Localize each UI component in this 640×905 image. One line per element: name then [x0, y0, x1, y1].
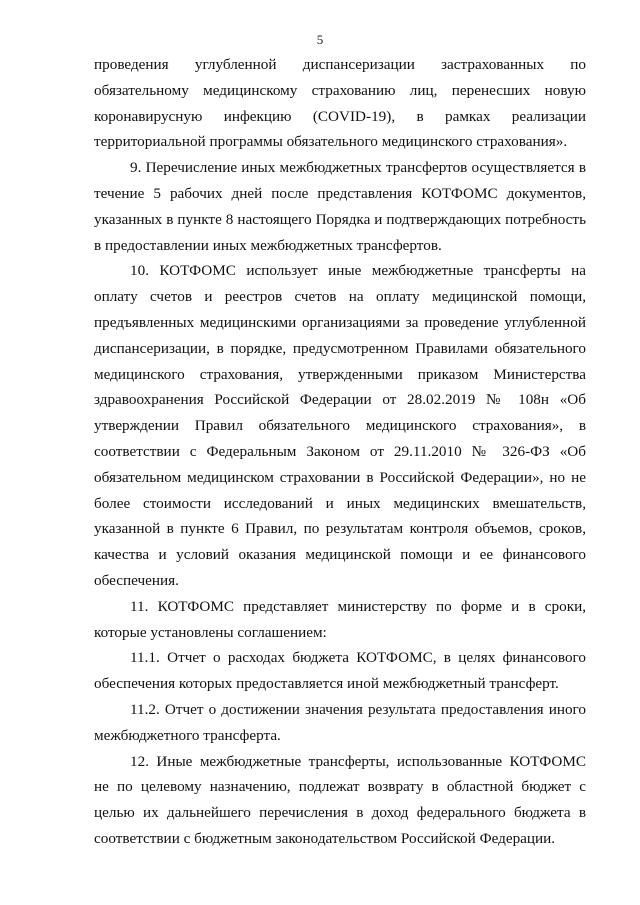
paragraph-item-11: 11. КОТФОМС представляет министерству по форме и в сроки, которые установлены соглашением:	[94, 597, 586, 641]
paragraph-item-11-1: 11.1. Отчет о расходах бюджета КОТФОМС, в целях финансового обеспечения которых предоставляется иной межбюджетный трансферт.	[94, 649, 586, 693]
paragraph-item-9: 9. Перечисление иных межбюджетных трансфертов осуществляется в течение 5 рабочих дней после представления КОТФОМС документов, указанных в пункте 8 настоящего Порядка и подтверждающих потребность в предоставлении иных межбюджетных трансфертов.	[94, 159, 586, 254]
paragraph-continuation: проведения углубленной диспансеризации застрахованных по обязательному медицинскому страхованию лиц, перенесших новую коронавирусную инфекцию (COVID-19), в рамках реализации территориальной программы обязательного медицинского страхования».	[94, 56, 586, 151]
paragraph-item-11-2: 11.2. Отчет о достижении значения результата предоставления иного межбюджетного трансферта.	[94, 700, 586, 744]
paragraph-item-10: 10. КОТФОМС использует иные межбюджетные трансферты на оплату счетов и реестров счетов на оплату медицинской помощи, предъявленных медицинскими организациями за проведение углубленной диспансеризации, в порядке, предусмотренном Правилами обязательного медицинского страхования, утвержденными приказом Министерства здравоохранения Российской Федерации от 28.02.2019 № 108н «Об утверждении Правил обязательного медицинского страхования», в соответствии с Федеральным Законом от 29.11.2010 № 326-ФЗ «Об обязательном медицинском страховании в Российской Федерации», но не более стоимости исследований и иных медицинских вмешательств, указанной в пункте 6 Правил, по результатам контроля объемов, сроков, качества и условий оказания медицинской помощи и ее финансового обеспечения.	[94, 262, 586, 589]
page-number: 5	[316, 32, 324, 47]
paragraph-item-12: 12. Иные межбюджетные трансферты, использованные КОТФОМС не по целевому назначению, подлежат возврату в областной бюджет с целью их дальнейшего перечисления в доход федерального бюджета в соответствии с бюджетным законодательством Российской Федерации.	[94, 752, 586, 847]
document-body	[94, 52, 586, 852]
